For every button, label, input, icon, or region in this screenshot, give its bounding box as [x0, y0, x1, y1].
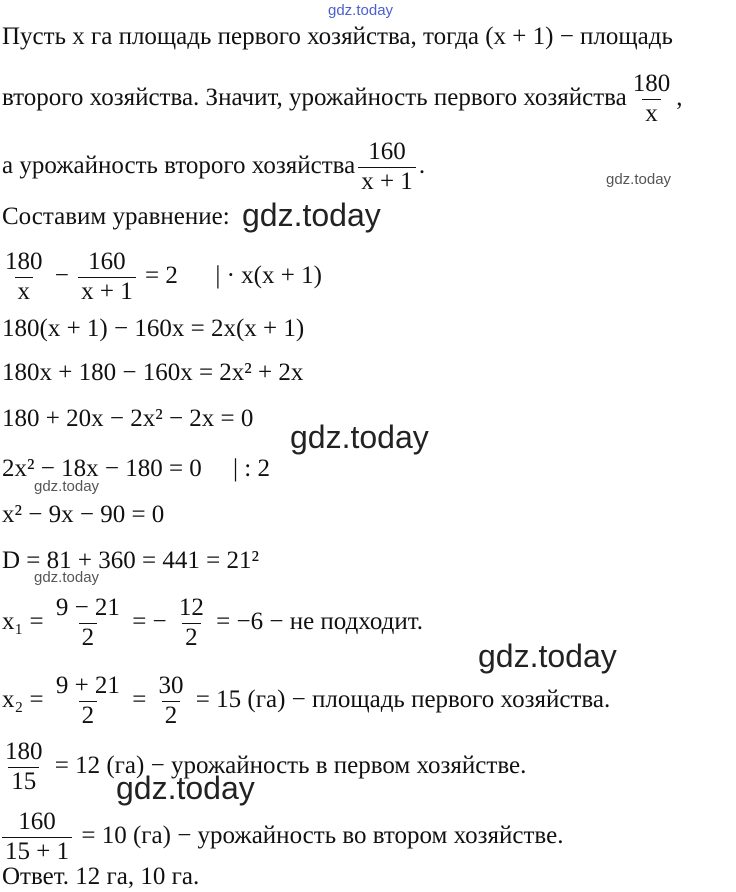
fraction-180-15: $\frac{180}{15}$ — [5, 738, 43, 795]
equation-4: 180 + 20x − 2x² − 2x = 0 — [2, 405, 254, 432]
text-line-1: Пусть x га площадь первого хозяйства, тогда (x + 1) − площадь — [2, 23, 673, 50]
equation-1: $\frac{180}{x}$ − $\frac{160}{x + 1}$ = 2 | · x(x + 1) — [2, 248, 322, 307]
fraction-x2-simplified: $\frac{30}{2}$ — [158, 672, 184, 729]
fraction-160-x-plus-1: $\frac{160}{x + 1}$ — [358, 138, 416, 197]
watermark-top: gdz.today — [328, 2, 394, 19]
fraction-x1: $\frac{9 - 21}{2}$ — [55, 594, 120, 651]
equation-5: 2x² − 18x − 180 = 0 | : 2 — [2, 455, 270, 482]
watermark-1: gdz.today — [606, 171, 672, 188]
text-line-3-body: а урожайность второго хозяйства — [2, 151, 356, 179]
text-line-2: второго хозяйства. Значит, урожайность первого хозяйства $\frac{180}{x}$ , — [2, 70, 683, 127]
equation-x2: x₂ = $\frac{9 + 21}{2}$ = $\frac{30}{2}$ = 15 (га) − площадь первого хозяйства. — [2, 672, 611, 729]
fraction-x1-simplified: $\frac{12}{2}$ — [178, 594, 204, 651]
fraction-x2: $\frac{9 + 21}{2}$ — [55, 672, 120, 729]
watermark-5: gdz.today — [34, 569, 100, 586]
yield-first: $\frac{180}{15}$ = 12 (га) − урожайность в первом хозяйстве. — [2, 738, 526, 797]
watermark-3: gdz.today — [290, 419, 429, 455]
watermark-4: gdz.today — [34, 478, 100, 495]
watermark-2: gdz.today — [242, 197, 381, 233]
watermark-6: gdz.today — [478, 638, 617, 674]
fraction-160-16: $\frac{160}{15 + 1}$ — [2, 808, 72, 867]
text-line-2-body: второго хозяйства. Значит, урожайность первого хозяйства — [2, 83, 627, 111]
fraction-180-x-eq: $\frac{180}{x}$ — [5, 248, 43, 305]
answer-line: Ответ. 12 га, 10 га. — [2, 863, 200, 890]
text-line-3: а урожайность второго хозяйства $\frac{160}{x + 1}$ . — [2, 138, 426, 195]
watermark-7: gdz.today — [116, 770, 255, 806]
equation-x1: x₁ = $\frac{9 - 21}{2}$ = − $\frac{12}{2}$ = −6 − не подходит. — [2, 594, 424, 651]
text-line-4: Составим уравнение: — [2, 203, 230, 230]
fraction-180-x: $\frac{180}{x}$ — [632, 70, 671, 127]
equation-3: 180x + 180 − 160x = 2x² + 2x — [2, 359, 304, 386]
yield-second: $\frac{160}{15 + 1}$ = 10 (га) − урожайность во втором хозяйстве. — [2, 808, 563, 867]
equation-2: 180(x + 1) − 160x = 2x(x + 1) — [2, 315, 305, 342]
equation-6: x² − 9x − 90 = 0 — [2, 501, 165, 528]
fraction-160-x-plus-1-eq: $\frac{160}{x + 1}$ — [78, 248, 136, 307]
equation-7: D = 81 + 360 = 441 = 21² — [2, 547, 259, 574]
